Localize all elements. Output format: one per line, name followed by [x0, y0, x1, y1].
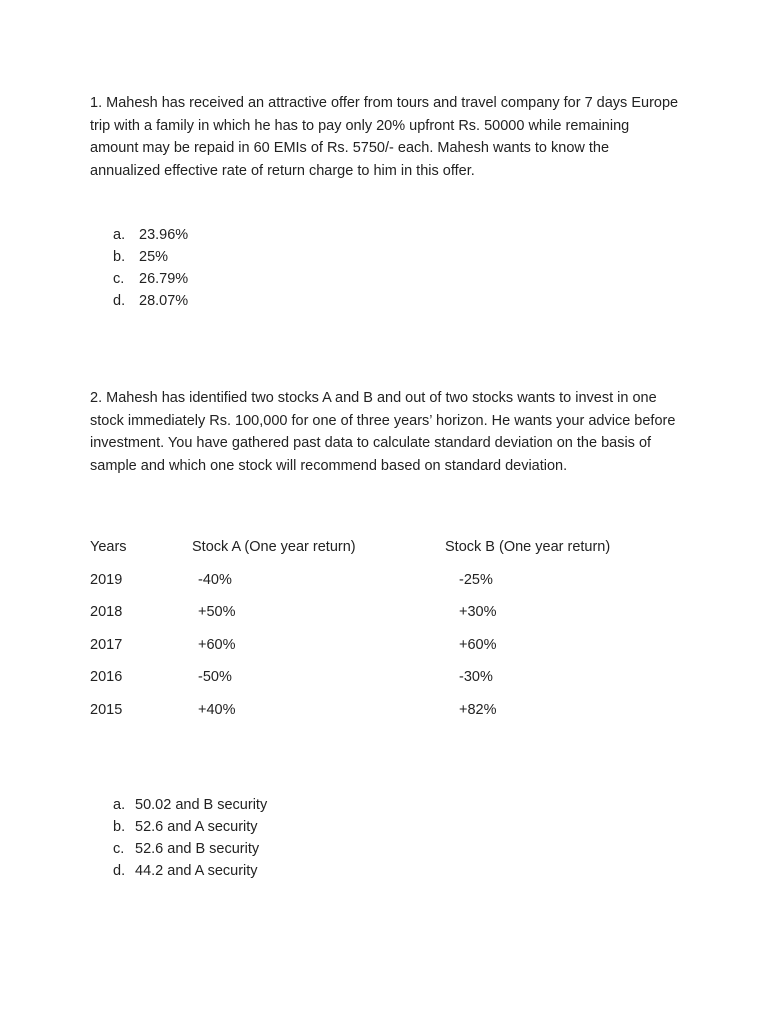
- table-cell-stock-a: +60%: [198, 636, 236, 653]
- option-letter: d.: [113, 293, 126, 309]
- table-cell-stock-b: -25%: [459, 571, 493, 588]
- table-header-stock-b: Stock B (One year return): [445, 539, 611, 555]
- option-item: [113, 224, 188, 246]
- table-cell-stock-b: -30%: [459, 669, 493, 685]
- option-letter: b.: [113, 819, 126, 835]
- table-cell-year: 2018: [90, 604, 123, 620]
- option-item: [113, 838, 267, 860]
- table-cell-stock-b: +30%: [459, 604, 497, 620]
- option-letter: c.: [113, 271, 125, 287]
- table-cell-stock-a: +40%: [198, 701, 236, 718]
- table-row: [90, 637, 685, 670]
- option-text: 23.96%: [139, 227, 189, 243]
- table-cell-stock-b: +60%: [459, 636, 497, 653]
- option-item: [113, 268, 188, 290]
- option-text: 50.02 and B security: [135, 797, 268, 813]
- table-row: [90, 702, 685, 735]
- option-text: 25%: [139, 249, 169, 265]
- option-letter: a.: [113, 797, 126, 813]
- option-item: [113, 794, 267, 816]
- option-letter: a.: [113, 227, 126, 243]
- table-cell-stock-a: +50%: [198, 604, 236, 620]
- table-cell-year: 2019: [90, 571, 123, 588]
- option-letter: d.: [113, 863, 126, 879]
- option-text: 52.6 and A security: [135, 819, 258, 835]
- option-text: 26.79%: [139, 271, 189, 287]
- table-cell-year: 2015: [90, 701, 123, 718]
- table-header-row: [90, 539, 685, 572]
- option-item: [113, 816, 267, 838]
- question-2-text: 2. Mahesh has identified two stocks A and B and out of two stocks wants to invest in one stock immediately Rs. 100,000 for one of three years’ horizon. He wants your advice before investment. You have gathered past data to calculate standard deviation on the basis of sample and which one stock will recommend based on standard deviation.: [90, 390, 676, 474]
- table-cell-stock-a: -50%: [198, 669, 232, 685]
- option-item: [113, 860, 267, 882]
- question-1-text: 1. Mahesh has received an attractive offer from tours and travel company for 7 days Europe trip with a family in which he has to pay only 20% upfront Rs. 50000 while remaining amount may be repaid in 60 EMIs of Rs. 5750/- each. Mahesh wants to know the annualized effective rate of return charge to him in this offer.: [90, 95, 679, 179]
- table-cell-year: 2016: [90, 669, 123, 685]
- option-text: 44.2 and A security: [135, 863, 258, 879]
- question-1-options: [113, 224, 188, 312]
- table-row: [90, 669, 685, 702]
- table-cell-stock-b: +82%: [459, 701, 497, 718]
- option-item: [113, 246, 188, 268]
- option-item: [113, 290, 188, 312]
- table-row: [90, 604, 685, 637]
- option-letter: c.: [113, 841, 125, 857]
- table-cell-year: 2017: [90, 636, 123, 653]
- option-letter: b.: [113, 249, 126, 265]
- table-cell-stock-a: -40%: [198, 571, 232, 588]
- table-row: [90, 572, 685, 605]
- returns-table: [90, 539, 685, 734]
- table-header-stock-a: Stock A (One year return): [192, 539, 356, 555]
- table-header-years: Years: [90, 539, 127, 555]
- option-text: 52.6 and B security: [135, 841, 260, 857]
- option-text: 28.07%: [139, 293, 189, 309]
- question-2-options: [113, 794, 267, 882]
